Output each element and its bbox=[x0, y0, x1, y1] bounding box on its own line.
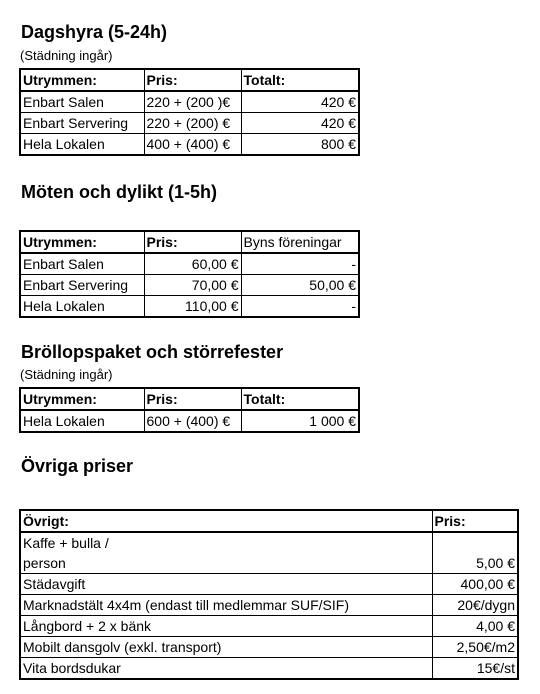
cell-total: 1 000 € bbox=[241, 410, 359, 432]
header-totalt: Totalt: bbox=[241, 388, 359, 410]
table-header bbox=[20, 388, 359, 410]
cell-price: 220 + (200) € bbox=[144, 113, 241, 134]
table-row bbox=[20, 532, 518, 553]
table-brollop bbox=[19, 387, 360, 433]
cell-room: Enbart Servering bbox=[20, 113, 144, 134]
cell-item: Mobilt dansgolv (exkl. transport) bbox=[20, 637, 432, 658]
table-header bbox=[20, 510, 518, 532]
cell-price bbox=[432, 532, 518, 553]
section-title-dagshyra: Dagshyra (5-24h) bbox=[21, 22, 168, 42]
header-ovrigt: Övrigt: bbox=[20, 510, 432, 532]
table-row bbox=[20, 616, 518, 637]
table-row bbox=[20, 658, 518, 680]
table-row bbox=[20, 296, 359, 318]
cell-price: 15€/st bbox=[432, 658, 518, 680]
cell-price: 20€/dygn bbox=[432, 595, 518, 616]
cell-total: 420 € bbox=[241, 113, 359, 134]
section-title-moten: Möten och dylikt (1-5h) bbox=[21, 182, 218, 202]
header-pris: Pris: bbox=[432, 510, 518, 532]
header-totalt: Totalt: bbox=[241, 69, 359, 91]
header-byns-foreningar: Byns föreningar bbox=[241, 231, 359, 253]
table-row bbox=[20, 253, 359, 275]
table-row bbox=[20, 91, 359, 113]
cell-item: Långbord + 2 x bänk bbox=[20, 616, 432, 637]
table-row bbox=[20, 113, 359, 134]
header-pris: Pris: bbox=[144, 231, 241, 253]
cell-room: Hela Lokalen bbox=[20, 134, 144, 156]
header-pris: Pris: bbox=[144, 388, 241, 410]
table-header bbox=[20, 69, 359, 91]
cell-item: Marknadstält 4x4m (endast till medlemmar SUF/SIF) bbox=[20, 595, 432, 616]
table-row bbox=[20, 410, 359, 432]
table-row bbox=[20, 574, 518, 595]
cell-room: Hela Lokalen bbox=[20, 296, 144, 318]
cell-price: 5,00 € bbox=[432, 553, 518, 574]
cell-association-price: - bbox=[241, 296, 359, 318]
table-row bbox=[20, 595, 518, 616]
section-title-ovriga: Övriga priser bbox=[21, 456, 134, 476]
table-ovriga bbox=[19, 509, 519, 680]
table-row bbox=[20, 637, 518, 658]
table-header bbox=[20, 231, 359, 253]
table-dagshyra bbox=[19, 68, 360, 156]
cell-item: Kaffe + bulla / bbox=[20, 532, 432, 553]
cell-total: 800 € bbox=[241, 134, 359, 156]
cell-price: 220 + (200 )€ bbox=[144, 91, 241, 113]
cell-price: 60,00 € bbox=[144, 253, 241, 275]
header-pris: Pris: bbox=[144, 69, 241, 91]
cell-room: Enbart Salen bbox=[20, 91, 144, 113]
cell-association-price: 50,00 € bbox=[241, 275, 359, 296]
header-utrymmen: Utrymmen: bbox=[20, 69, 144, 91]
header-utrymmen: Utrymmen: bbox=[20, 231, 144, 253]
table-row bbox=[20, 134, 359, 156]
cell-price: 110,00 € bbox=[144, 296, 241, 318]
note-stadning: (Städning ingår) bbox=[20, 48, 113, 63]
cell-association-price: - bbox=[241, 253, 359, 275]
cell-total: 420 € bbox=[241, 91, 359, 113]
note-stadning: (Städning ingår) bbox=[20, 367, 113, 382]
table-row bbox=[20, 553, 518, 574]
cell-price: 400,00 € bbox=[432, 574, 518, 595]
section-title-brollop: Bröllopspaket och störrefester bbox=[21, 342, 284, 362]
cell-price: 400 + (400) € bbox=[144, 134, 241, 156]
cell-price: 4,00 € bbox=[432, 616, 518, 637]
cell-room: Enbart Salen bbox=[20, 253, 144, 275]
header-utrymmen: Utrymmen: bbox=[20, 388, 144, 410]
cell-price: 2,50€/m2 bbox=[432, 637, 518, 658]
cell-item: Städavgift bbox=[20, 574, 432, 595]
cell-price: 70,00 € bbox=[144, 275, 241, 296]
cell-item: Vita bordsdukar bbox=[20, 658, 432, 680]
cell-price: 600 + (400) € bbox=[144, 410, 241, 432]
table-row bbox=[20, 275, 359, 296]
cell-room: Enbart Servering bbox=[20, 275, 144, 296]
table-moten bbox=[19, 230, 360, 318]
cell-item: person bbox=[20, 553, 432, 574]
cell-room: Hela Lokalen bbox=[20, 410, 144, 432]
